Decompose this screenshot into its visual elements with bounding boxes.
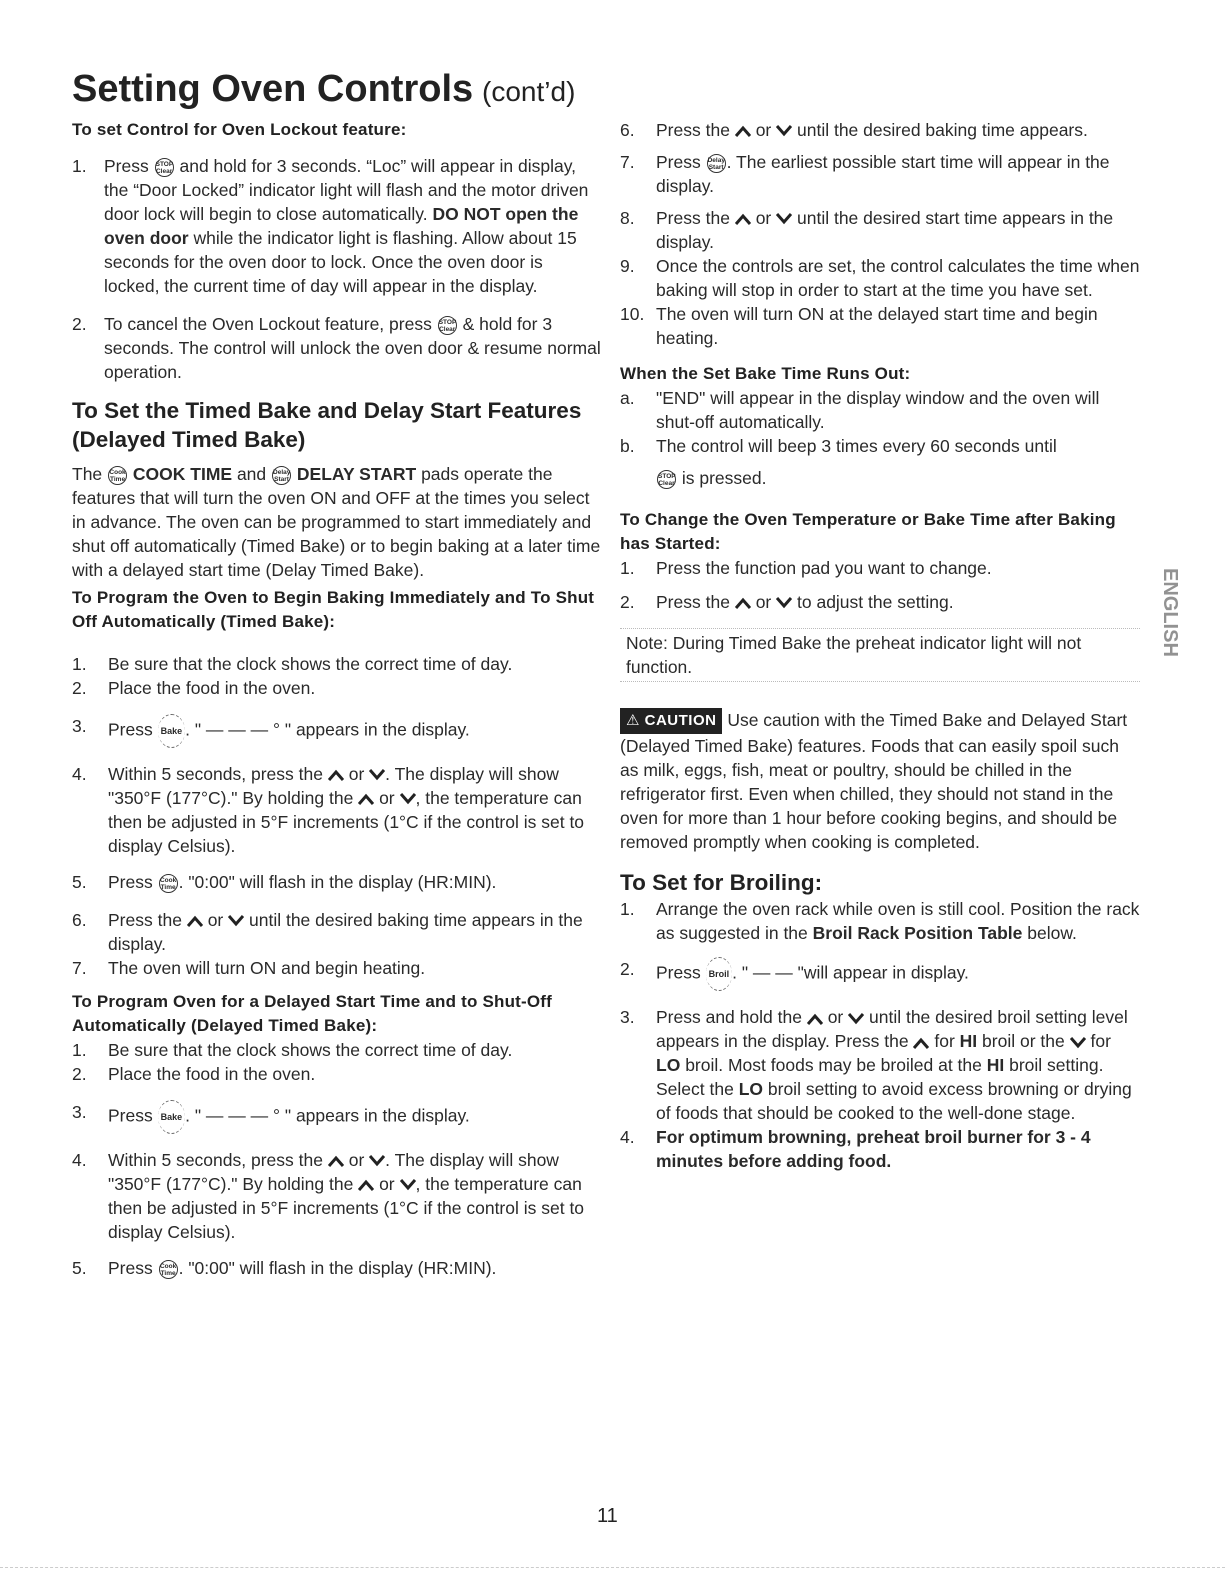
delayed-step-6: 6. Press the or until the desired baking time appears.: [620, 120, 1088, 140]
bake-pad-icon: Bake: [158, 714, 186, 748]
up-arrow-icon: [807, 1013, 823, 1025]
up-arrow-icon: [358, 1179, 374, 1191]
immediate-step-7: 7. The oven will turn ON and begin heating.: [72, 958, 426, 978]
page-title-main: Setting Oven Controls: [72, 68, 474, 110]
stop-clear-pad-icon: STOP Clear: [657, 470, 676, 489]
runs-out-a: a. "END" will appear in the display window and the oven will shut-off automatically.: [620, 388, 1100, 432]
delay-start-pad-icon: Delay Start: [272, 466, 291, 485]
lockout-heading: To set Control for Oven Lockout feature:: [72, 120, 407, 139]
change-step-1: 1. Press the function pad you want to change.: [620, 558, 992, 578]
runs-out-b: b. The control will beep 3 times every 60 seconds until STOP Clear is pressed.: [620, 436, 1057, 488]
delayed-step-5: 5. Press Cook Time . "0:00" will flash in the display (HR:MIN).: [72, 1258, 497, 1278]
broil-step-2: 2. Press Broil . " — — "will appear in display.: [620, 957, 1140, 991]
down-arrow-icon: [400, 793, 416, 805]
lockout-step-2: [72, 312, 602, 384]
timed-bake-note: Note: During Timed Bake the preheat indicator light will not function.: [620, 628, 1140, 682]
step-text: & hold for 3 seconds. The control will unlock the oven door & resume normal operation.: [104, 314, 601, 382]
up-arrow-icon: [735, 213, 751, 225]
immediate-step-2: 2. Place the food in the oven.: [72, 678, 316, 698]
delayed-step-7: 7. Press Delay Start . The earliest possible start time will appear in the display.: [620, 152, 1110, 196]
right-column: [620, 118, 1140, 1173]
warning-triangle-icon: ⚠: [626, 712, 640, 730]
delayed-step-4: 4. Within 5 seconds, press the or . The display will show "350°F (177°C)." By holding the or , the temperature can then be adjusted in 5°F increments (1°C if the control is set to display Celsius).: [72, 1150, 585, 1242]
page-number: 11: [597, 1505, 618, 1527]
timed-bake-heading: To Set the Timed Bake and Delay Start Features (Delayed Timed Bake): [72, 398, 582, 452]
up-arrow-icon: [735, 597, 751, 609]
delayed-step-9: 9. Once the controls are set, the control calculates the time when baking will stop in order to start at the time you have set.: [620, 256, 1140, 300]
lockout-step-1: [72, 154, 602, 298]
down-arrow-icon: [848, 1013, 864, 1025]
stop-clear-pad-icon: STOP Clear: [438, 316, 457, 335]
immediate-step-5: 5. Press Cook Time . "0:00" will flash in the display (HR:MIN).: [72, 872, 497, 892]
up-arrow-icon: [187, 915, 203, 927]
delayed-step-10: 10. The oven will turn ON at the delayed start time and begin heating.: [620, 304, 1098, 348]
immediate-step-4: 4. Within 5 seconds, press the or . The display will show "350°F (177°C)." By holding the or , the temperature can then be adjusted in 5°F increments (1°C if the control is set to display Celsius).: [72, 764, 585, 856]
step-text: Press: [104, 156, 149, 176]
up-arrow-icon: [913, 1037, 929, 1049]
bake-pad-icon: Bake: [158, 1100, 186, 1134]
runs-out-heading: When the Set Bake Time Runs Out:: [620, 364, 911, 383]
down-arrow-icon: [1070, 1037, 1086, 1049]
broil-step-1: 1. Arrange the oven rack while oven is still cool. Position the rack as suggested in the Broil Rack Position Table below.: [620, 899, 1140, 944]
page-title: [72, 68, 575, 111]
broil-step-4: 4. For optimum browning, preheat broil burner for 3 - 4 minutes before adding food.: [620, 1127, 1091, 1172]
immediate-step-6: 6. Press the or until the desired baking time appears in the display.: [72, 910, 583, 954]
down-arrow-icon: [369, 769, 385, 781]
step-number: 2.: [72, 314, 87, 334]
up-arrow-icon: [358, 793, 374, 805]
down-arrow-icon: [228, 915, 244, 927]
broil-pad-icon: Broil: [706, 957, 733, 991]
language-side-tab: [1156, 568, 1184, 664]
delayed-step-3: 3. Press Bake . " — — — ° " appears in the display.: [72, 1100, 602, 1134]
down-arrow-icon: [776, 597, 792, 609]
down-arrow-icon: [369, 1155, 385, 1167]
left-column: [72, 118, 602, 1280]
immediate-step-3: 3. Press Bake . " — — — ° " appears in the display.: [72, 714, 602, 748]
bottom-divider: [0, 1567, 1225, 1568]
up-arrow-icon: [328, 769, 344, 781]
cook-time-pad-icon: Cook Time: [108, 466, 127, 485]
up-arrow-icon: [328, 1155, 344, 1167]
delayed-step-2: 2. Place the food in the oven.: [72, 1064, 316, 1084]
up-arrow-icon: [735, 125, 751, 137]
broil-heading: To Set for Broiling:: [620, 870, 823, 896]
delayed-heading: To Program Oven for a Delayed Start Time and to Shut-Off Automatically (Delayed Timed Bake):: [72, 992, 553, 1035]
cook-time-pad-icon: Cook Time: [159, 874, 178, 893]
warning-text: DO NOT open the oven door: [104, 204, 579, 248]
delay-start-pad-icon: Delay Start: [707, 154, 726, 173]
down-arrow-icon: [400, 1179, 416, 1191]
cook-time-pad-icon: Cook Time: [159, 1260, 178, 1279]
caution-paragraph: ⚠ CAUTION Use caution with the Timed Bake and Delayed Start (Delayed Timed Bake) features. Foods that can easily spoil such as milk, eggs, fish, meat or poultry, should be chilled in the refrigerator first. Even when chilled, they should not stand in the oven for more than 1 hour before cooking begins, and should be removed promptly when cooking is completed.: [620, 710, 1128, 853]
broil-step-3: 3. Press and hold the or until the desired broil setting level appears in the display. Press the for HI broil or the for LO broil. Most foods may be broiled at the HI broil setting. Select the LO broil setting to avoid excess browning or drying of foods that should be cooked to the well-done stage.: [620, 1007, 1132, 1124]
delayed-step-8: 8. Press the or until the desired start time appears in the display.: [620, 208, 1114, 252]
immediate-step-1: 1. Be sure that the clock shows the correct time of day.: [72, 654, 513, 674]
down-arrow-icon: [776, 125, 792, 137]
step-text: and hold for 3 seconds. “Loc” will appear in display, the “Door Locked” indicator light will flash and the motor driven door lock will begin to close automatically.: [104, 156, 589, 224]
change-heading: To Change the Oven Temperature or Bake Time after Baking has Started:: [620, 510, 1116, 553]
side-tab-text: ENGLISH: [1159, 568, 1181, 657]
page-title-sub: (cont’d): [482, 76, 576, 107]
timed-bake-intro: The Cook Time COOK TIME and Delay Start DELAY START pads operate the features that will turn the oven ON and OFF at the times you select in advance. The oven can be programmed to start immediately and shut off automatically (Timed Bake) or to begin baking at a later time with a delayed start time (Delay Timed Bake).: [72, 464, 601, 580]
step-number: 1.: [72, 156, 87, 176]
change-step-2: 2. Press the or to adjust the setting.: [620, 592, 954, 612]
immediate-heading: To Program the Oven to Begin Baking Immediately and To Shut Off Automatically (Timed Bake):: [72, 588, 595, 631]
down-arrow-icon: [776, 213, 792, 225]
caution-badge: ⚠ CAUTION: [620, 708, 722, 734]
stop-clear-pad-icon: STOP Clear: [155, 158, 174, 177]
step-text: To cancel the Oven Lockout feature, press: [104, 314, 432, 334]
step-text: while the indicator light is flashing. Allow about 15 seconds for the oven door to lock. Once the oven door is locked, the current time of day will appear in the display.: [104, 228, 577, 296]
delayed-step-1: 1. Be sure that the clock shows the correct time of day.: [72, 1040, 513, 1060]
